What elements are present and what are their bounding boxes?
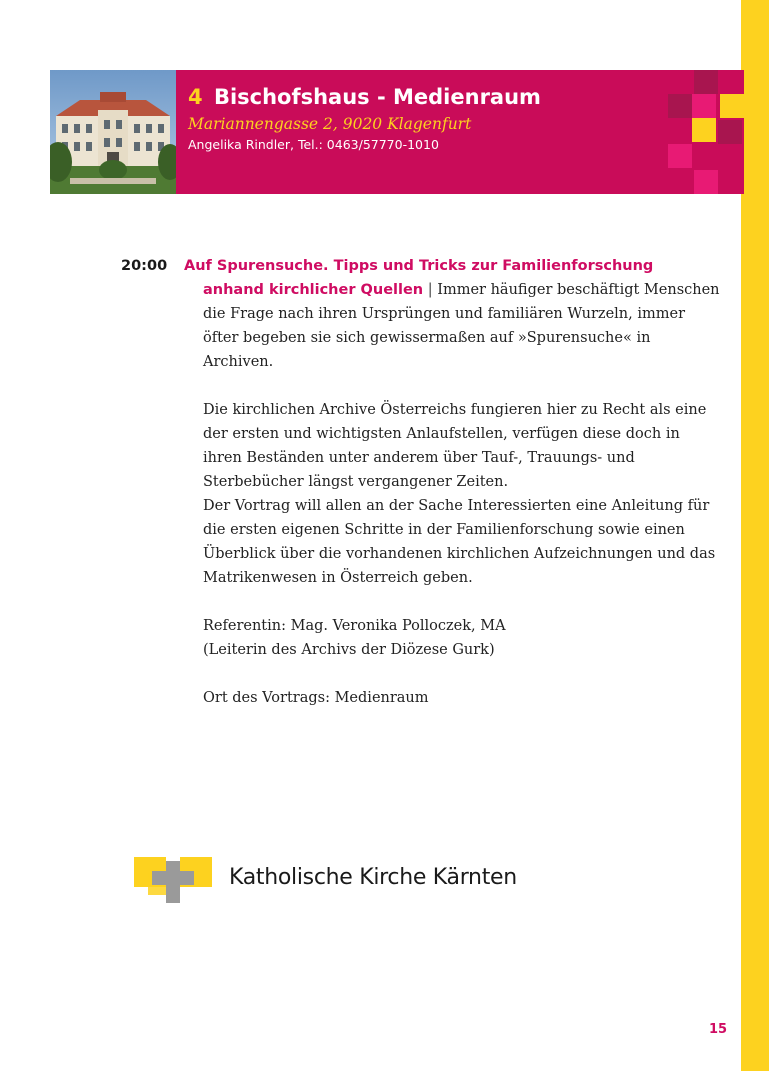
mosaic-tile [694,70,718,94]
title-separator: | [427,282,433,298]
speaker-line: Referentin: Mag. Veronika Polloczek, MA [203,618,506,634]
organization-name: Katholische Kirche Kärnten [229,865,517,890]
venue-contact: Angelika Rindler, Tel.: 0463/57770-1010 [188,137,439,152]
event-body [203,278,723,710]
mosaic-tile [692,118,716,142]
venue-title [188,84,638,110]
event-intro: Immer häufiger beschäftigt Menschen die Frage nach ihren Ursprüngen und familiären Wurzeln, immer öfter begeben sie sich gewissermaßen auf »Spurensuche« in Archiven. [203,282,720,370]
event-title-line1: Auf Spurensuche. Tipps und Tricks zur Familienforschung [184,258,654,274]
speaker-role: (Leiterin des Archivs der Diözese Gurk) [203,642,495,658]
event-location: Ort des Vortrags: Medienraum [203,690,429,706]
mosaic-tile [692,94,716,118]
mosaic-tile [668,94,692,118]
venue-photo [50,70,176,194]
venue-address: Mariannengasse 2, 9020 Klagenfurt [188,115,472,133]
venue-header [50,70,744,194]
organization-logo [134,857,534,907]
mosaic-tile [718,120,742,144]
event-paragraph-3: Der Vortrag will allen an der Sache Interessierten eine Anleitung für die ersten eigenen Schritte in der Familienforschung sowie einen Überblick über die vorhandenen kirchlichen Aufzeichnungen und das Matrikenwesen in Österreich geben. [203,498,716,586]
event-title-line2: anhand kirchlicher Quellen [203,282,424,298]
event-paragraph-2: Die kirchlichen Archive Österreichs fungieren hier zu Recht als eine der ersten und wichtigsten Anlaufstellen, verfügen diese doch in ihren Beständen unter anderem über Tauf-, Trauungs- und Sterbebücher längst vergangener Zeiten. [203,402,707,490]
mosaic-tile [694,170,718,194]
mosaic-tile [668,144,692,168]
decorative-mosaic [668,70,744,194]
cross-logo-icon [134,857,212,903]
venue-number: 4 [188,85,203,109]
venue-name: Bischofshaus - Medienraum [213,85,541,109]
event-time: 20:00 [121,258,168,274]
page-number: 15 [709,1022,728,1037]
mosaic-tile [720,94,744,118]
side-color-stripe [741,0,769,1071]
event-intro-paragraph [203,278,723,374]
bishops-house-photo-icon [50,70,176,194]
